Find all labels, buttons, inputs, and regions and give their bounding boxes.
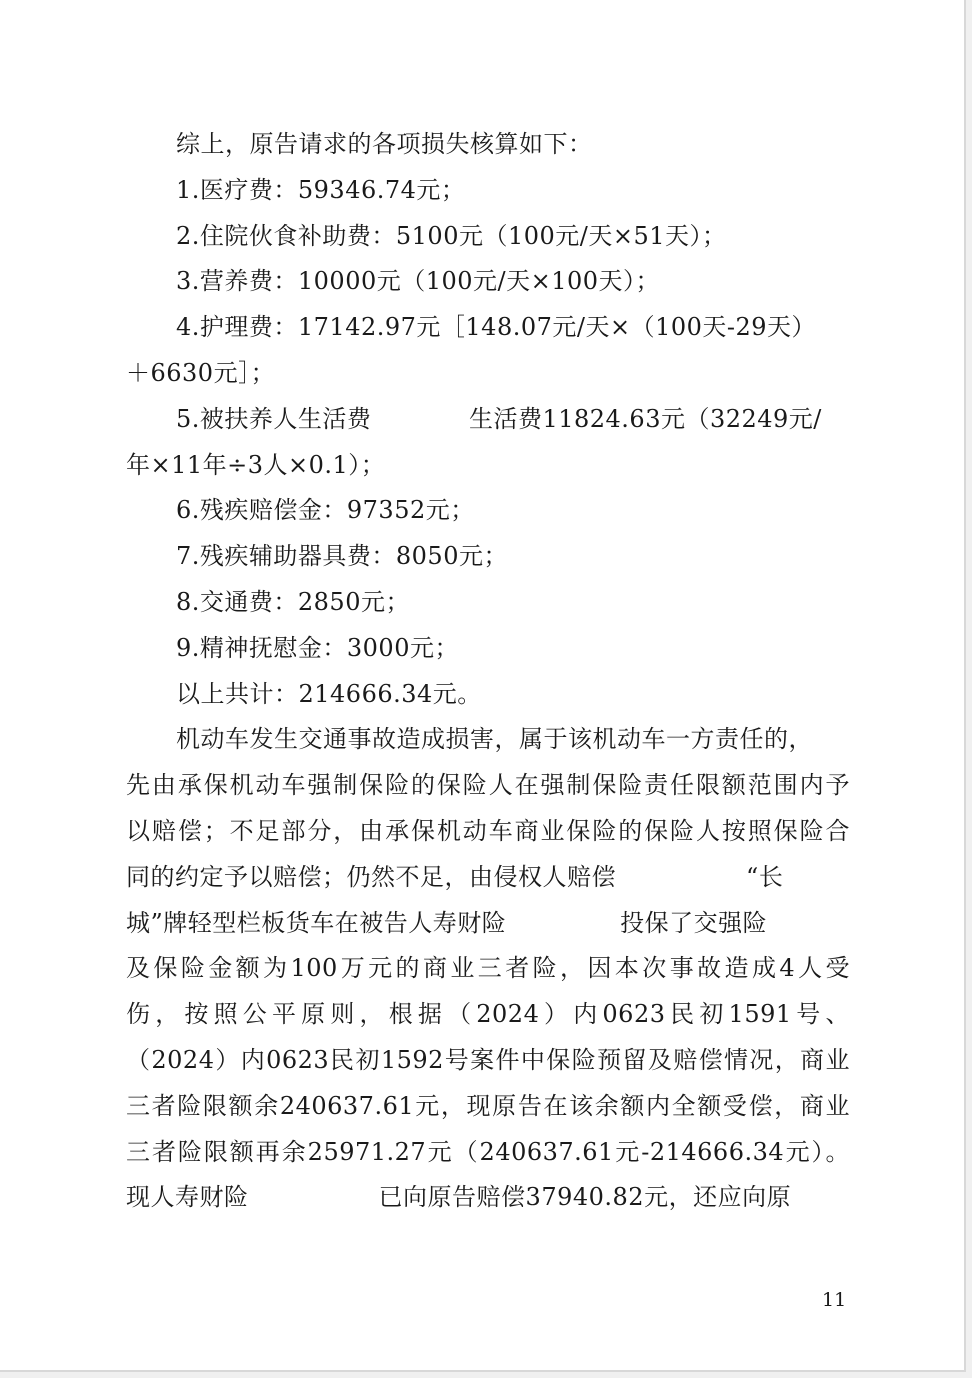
- loss-total: 以上共计：214666.34元。: [176, 679, 482, 708]
- analysis-paragraph-line: 以赔偿；不足部分，由承保机动车商业保险的保险人按照保险合: [126, 816, 850, 845]
- analysis-paragraph-line: 先由承保机动车强制保险的保险人在强制保险责任限额范围内予: [126, 771, 850, 800]
- loss-item-disability-compensation: 6.残疾赔偿金：97352元；: [176, 496, 475, 525]
- loss-item-nursing: 4.护理费：17142.97元［148.07元/天×（100天-29天）: [176, 313, 817, 342]
- loss-item-dependent-living: 5.被扶养人生活费 生活费11824.63元（32249元/: [176, 404, 822, 433]
- analysis-paragraph-line: 同的约定予以赔偿；仍然不足，由侵权人赔偿 “长: [126, 862, 784, 891]
- document-body: [126, 122, 850, 1221]
- analysis-paragraph-line: 三者险限额再余25971.27元（240637.61元-214666.34元）。: [126, 1137, 850, 1166]
- loss-item-hospital-meals: 2.住院伙食补助费：5100元（100元/天×51天）；: [176, 221, 727, 250]
- loss-item-mental-solace: 9.精神抚慰金：3000元；: [176, 633, 459, 662]
- analysis-paragraph-line: 机动车发生交通事故造成损害，属于该机动车一方责任的，: [176, 725, 813, 754]
- analysis-paragraph-line: 及保险金额为100万元的商业三者险，因本次事故造成4人受: [126, 954, 850, 983]
- page-number: 11: [822, 1289, 847, 1311]
- summary-intro-line: 综上，原告请求的各项损失核算如下：: [176, 130, 593, 158]
- analysis-paragraph-line: 城”牌轻型栏板货车在被告人寿财险 投保了交强险: [126, 908, 768, 937]
- analysis-paragraph-line: （2024）内0623民初1592号案件中保险预留及赔偿情况，商业: [126, 1045, 850, 1074]
- analysis-paragraph-line: 伤，按照公平原则，根据（2024）内0623民初1591号、: [126, 1000, 850, 1029]
- loss-item-medical: 1.医疗费：59346.74元；: [176, 175, 466, 204]
- analysis-paragraph-line: 三者险限额余240637.61元，现原告在该余额内全额受偿，商业: [126, 1091, 850, 1120]
- loss-item-nutrition: 3.营养费：10000元（100元/天×100天）；: [176, 267, 661, 296]
- analysis-paragraph-line: 现人寿财险 已向原告赔偿37940.82元，还应向原: [126, 1183, 792, 1212]
- loss-item-assistive-devices: 7.残疾辅助器具费：8050元；: [176, 542, 508, 571]
- loss-item-dependent-living-cont: 年×11年÷3人×0.1）；: [126, 450, 386, 479]
- loss-item-transport: 8.交通费：2850元；: [176, 587, 410, 616]
- loss-item-nursing-cont: ＋6630元］；: [126, 358, 276, 387]
